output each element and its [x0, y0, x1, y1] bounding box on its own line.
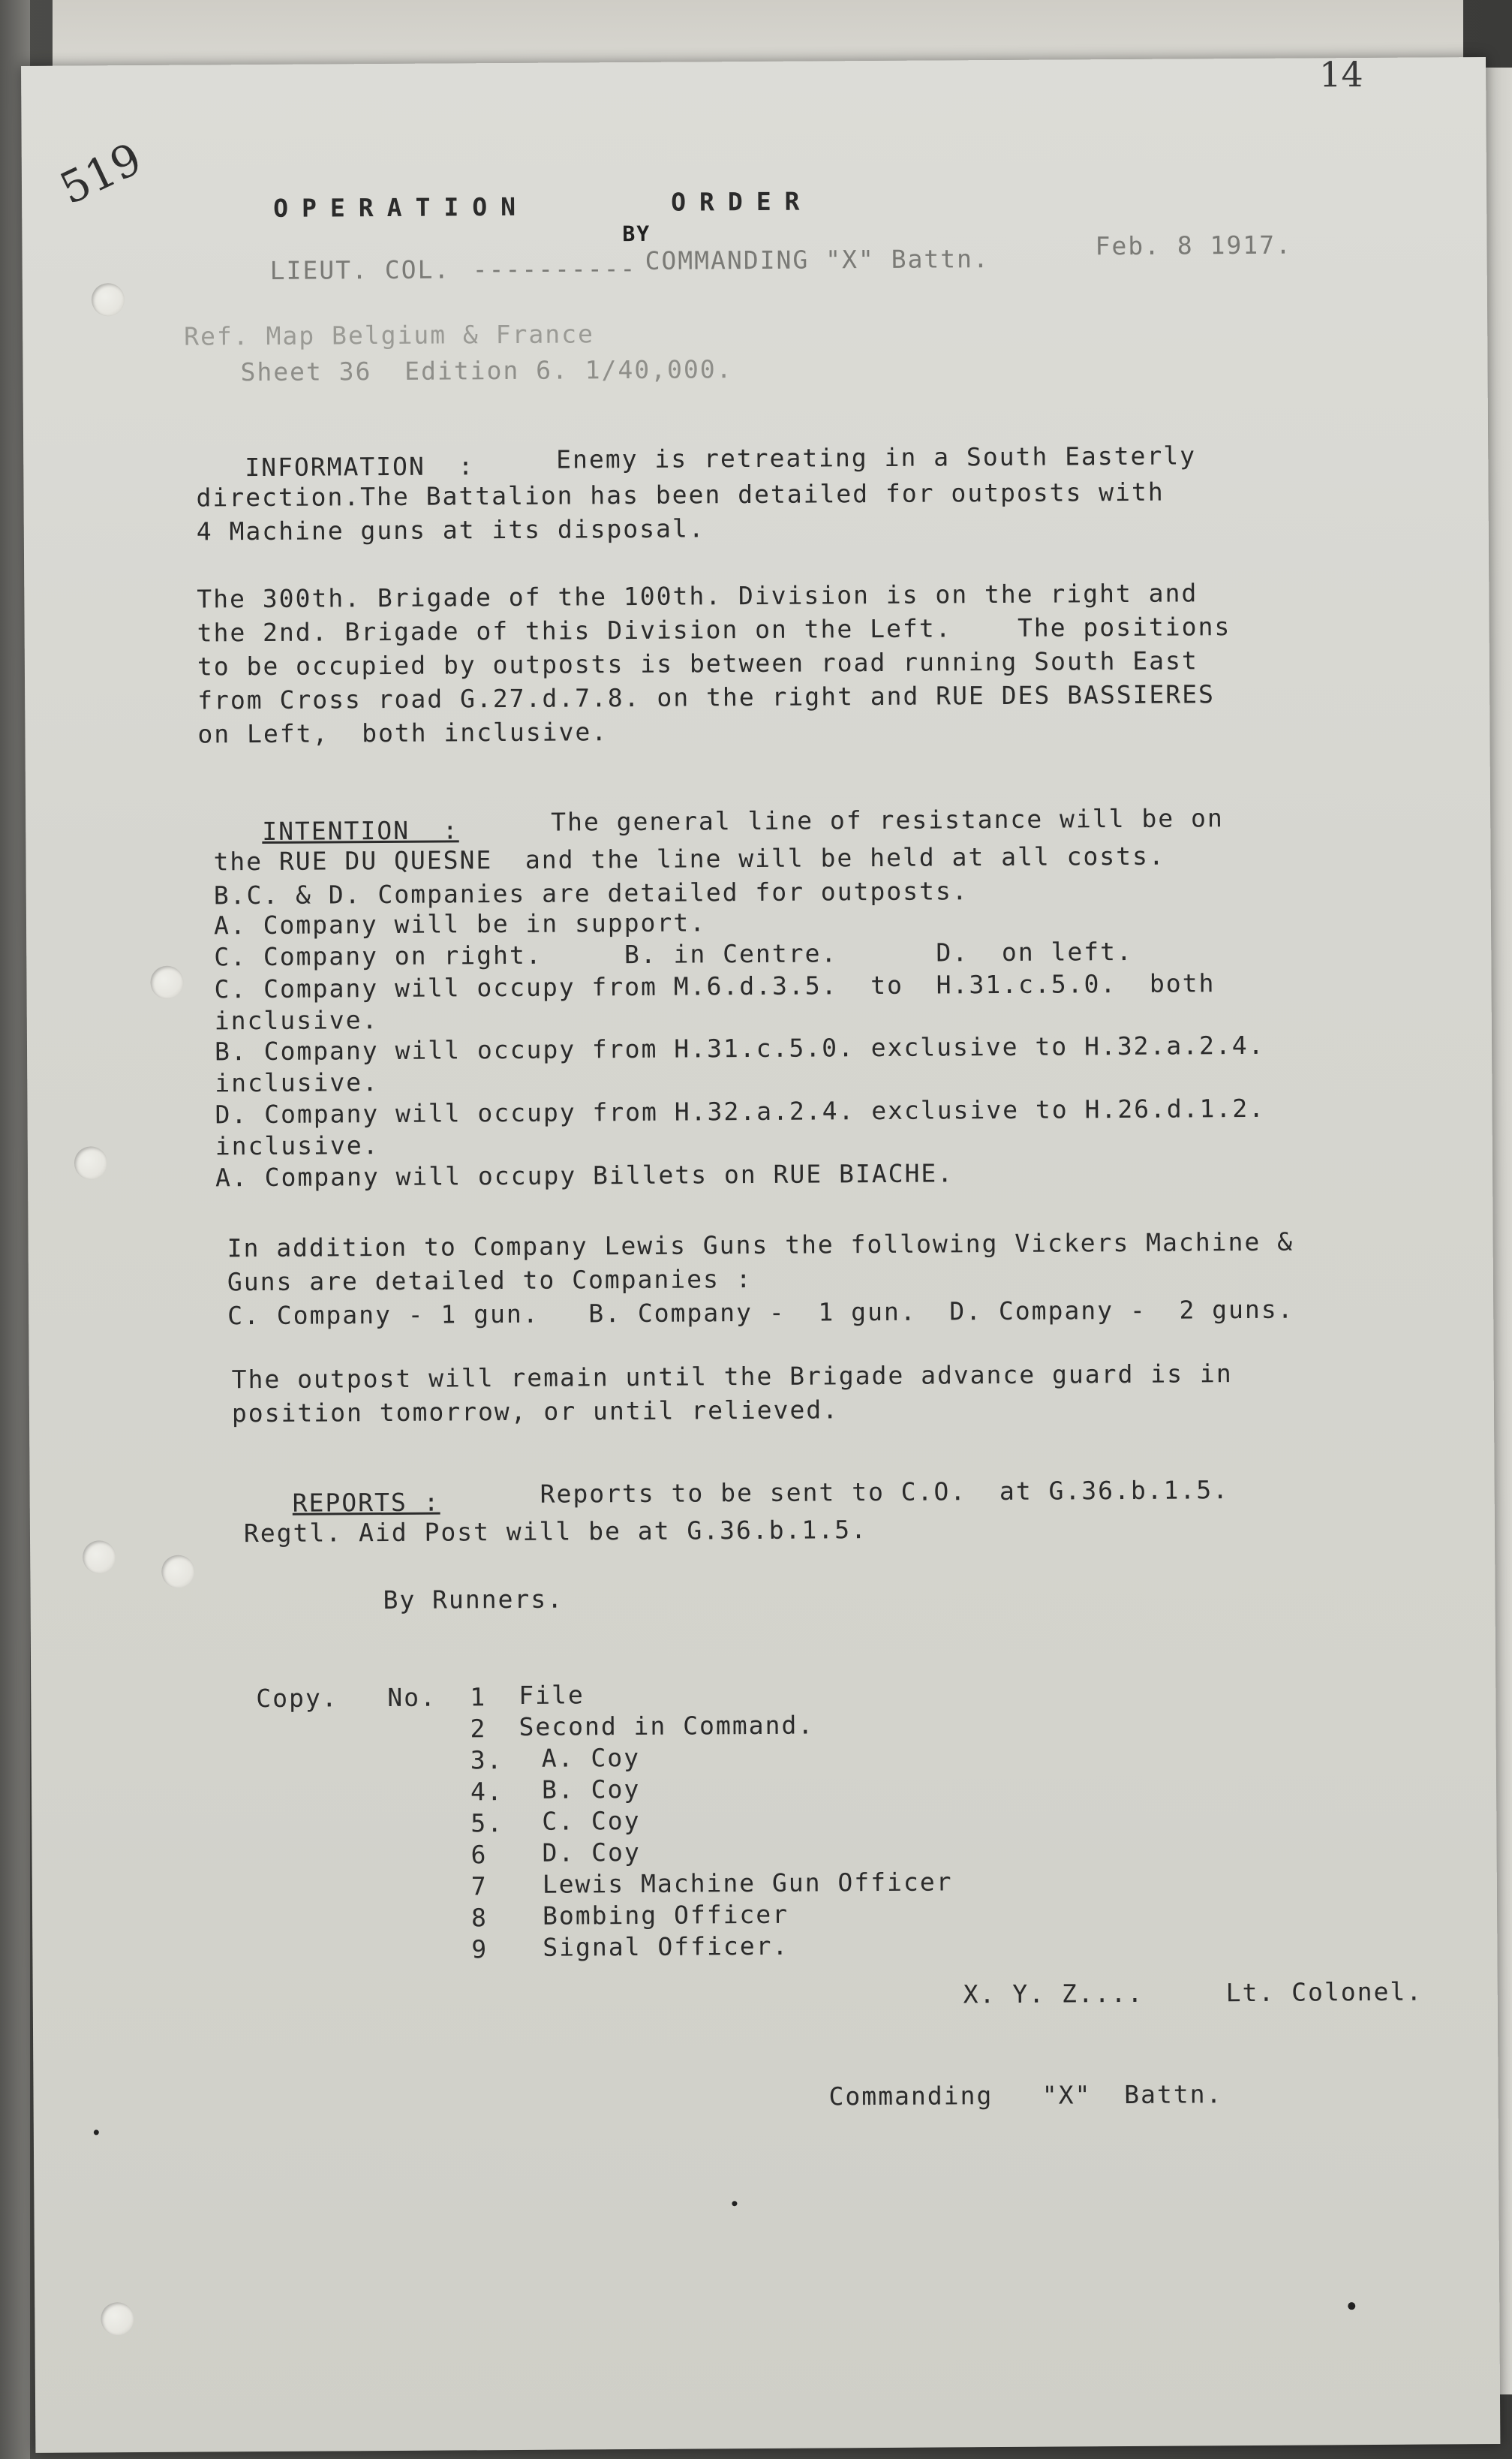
intention-heading: INTENTION :	[262, 815, 459, 847]
title-rank: LIEUT. COL.	[269, 254, 451, 285]
copy-recipient: A. Coy	[541, 1742, 641, 1773]
information-line2: direction.The Battalion has been detailed for outposts with	[196, 477, 1165, 513]
copy-recipient: Lewis Machine Gun Officer	[542, 1867, 953, 1899]
pencil-mark: 519	[52, 132, 149, 215]
intention-line3: B.C. & D. Companies are detailed for outposts.	[213, 876, 969, 910]
order-date: Feb. 8 1917.	[1095, 230, 1293, 261]
copy-number: 5.	[470, 1808, 504, 1838]
reports-line1: Reports to be sent to C.O. at G.36.b.1.5.	[540, 1475, 1230, 1509]
copy-recipient: C. Coy	[542, 1805, 641, 1836]
intention-line10: D. Company will occupy from H.32.a.2.4. exclusive to H.26.d.1.2.	[215, 1093, 1266, 1130]
title-word-operation: OPERATION	[273, 191, 530, 223]
copy-recipient: File	[519, 1680, 585, 1710]
map-reference-line1: Ref. Map Belgium & France	[184, 319, 595, 351]
punch-hole	[161, 1555, 194, 1588]
map-reference-line2: Sheet 36 Edition 6. 1/40,000.	[240, 354, 733, 387]
position-line1: The 300th. Brigade of the 100th. Division is on the right and	[197, 578, 1198, 614]
position-line3: to be occupied by outposts is between road running South East	[197, 646, 1198, 682]
punch-hole	[92, 283, 125, 316]
copy-recipient: Bombing Officer	[542, 1899, 789, 1931]
guns-line2: Guns are detailed to Companies :	[227, 1264, 753, 1297]
intention-line11: inclusive.	[215, 1130, 380, 1161]
intention-line2: the RUE DU QUESNE and the line will be held at all costs.	[213, 841, 1165, 877]
title-commanding: COMMANDING "X" Battn.	[645, 244, 990, 275]
outpost-line1: The outpost will remain until the Brigade advance guard is in	[231, 1359, 1233, 1395]
title-dash: ----------	[472, 253, 637, 284]
information-line3: 4 Machine guns at its disposal.	[196, 513, 705, 546]
signature-name: X. Y. Z....	[963, 1978, 1144, 2009]
ink-speck	[732, 2201, 737, 2206]
copy-number: 4.	[470, 1777, 503, 1807]
copy-recipient: Second in Command.	[519, 1710, 815, 1741]
copy-label: Copy.	[256, 1683, 338, 1714]
punch-hole	[150, 966, 183, 999]
information-heading: INFORMATION :	[245, 451, 475, 483]
title-by: BY	[622, 221, 651, 247]
position-line5: on Left, both inclusive.	[197, 717, 609, 749]
page-number: 14	[1318, 54, 1363, 95]
signature-rank: Lt. Colonel.	[1225, 1976, 1423, 2008]
signature-command: Commanding "X" Battn.	[828, 2079, 1223, 2111]
outpost-line2: position tomorrow, or until relieved.	[231, 1395, 840, 1428]
copy-number: 7	[470, 1871, 488, 1901]
copy-number: 2	[470, 1714, 487, 1744]
intention-line9: inclusive.	[215, 1067, 380, 1098]
copy-recipient: Signal Officer.	[543, 1931, 789, 1962]
intention-line7: inclusive.	[214, 1005, 379, 1036]
document-page	[21, 54, 1500, 2453]
guns-line1: In addition to Company Lewis Guns the following Vickers Machine &	[227, 1226, 1294, 1263]
reports-heading: REPORTS :	[292, 1487, 440, 1518]
information-line1: Enemy is retreating in a South Easterly	[556, 441, 1197, 474]
copy-number: 6	[470, 1840, 488, 1870]
intention-line1: The general line of resistance will be on	[551, 803, 1224, 837]
guns-line3: C. Company - 1 gun. B. Company - 1 gun. D. Company - 2 guns.	[227, 1294, 1294, 1331]
copy-number: 9	[471, 1934, 488, 1964]
intention-line5: C. Company on right. B. in Centre. D. on left.	[214, 936, 1133, 972]
ink-speck	[1348, 2302, 1355, 2310]
copy-recipient: B. Coy	[541, 1774, 641, 1804]
intention-line8: B. Company will occupy from H.31.c.5.0. exclusive to H.32.a.2.4.	[214, 1030, 1265, 1067]
copy-number: 8	[470, 1903, 488, 1933]
position-line4: from Cross road G.27.d.7.8. on the right and RUE DES BASSIERES	[197, 679, 1216, 715]
title-word-order: ORDER	[671, 186, 813, 217]
position-line2: the 2nd. Brigade of this Division on the Left. The positions	[197, 612, 1231, 648]
reports-line3: By Runners.	[383, 1584, 564, 1615]
intention-line12: A. Company will occupy Billets on RUE BIACHE.	[215, 1158, 954, 1193]
reports-line2: Regtl. Aid Post will be at G.36.b.1.5.	[243, 1515, 868, 1549]
copy-no-label: No.	[387, 1682, 437, 1713]
punch-hole	[74, 1146, 107, 1179]
punch-hole	[83, 1540, 116, 1573]
punch-hole	[101, 2302, 134, 2335]
copy-number: 1	[470, 1682, 487, 1712]
copy-number: 3.	[470, 1745, 503, 1775]
intention-line4: A. Company will be in support.	[213, 907, 707, 941]
ink-speck	[94, 2129, 99, 2135]
copy-recipient: D. Coy	[542, 1837, 641, 1868]
intention-line6: C. Company will occupy from M.6.d.3.5. to H.31.c.5.0. both	[214, 968, 1216, 1004]
